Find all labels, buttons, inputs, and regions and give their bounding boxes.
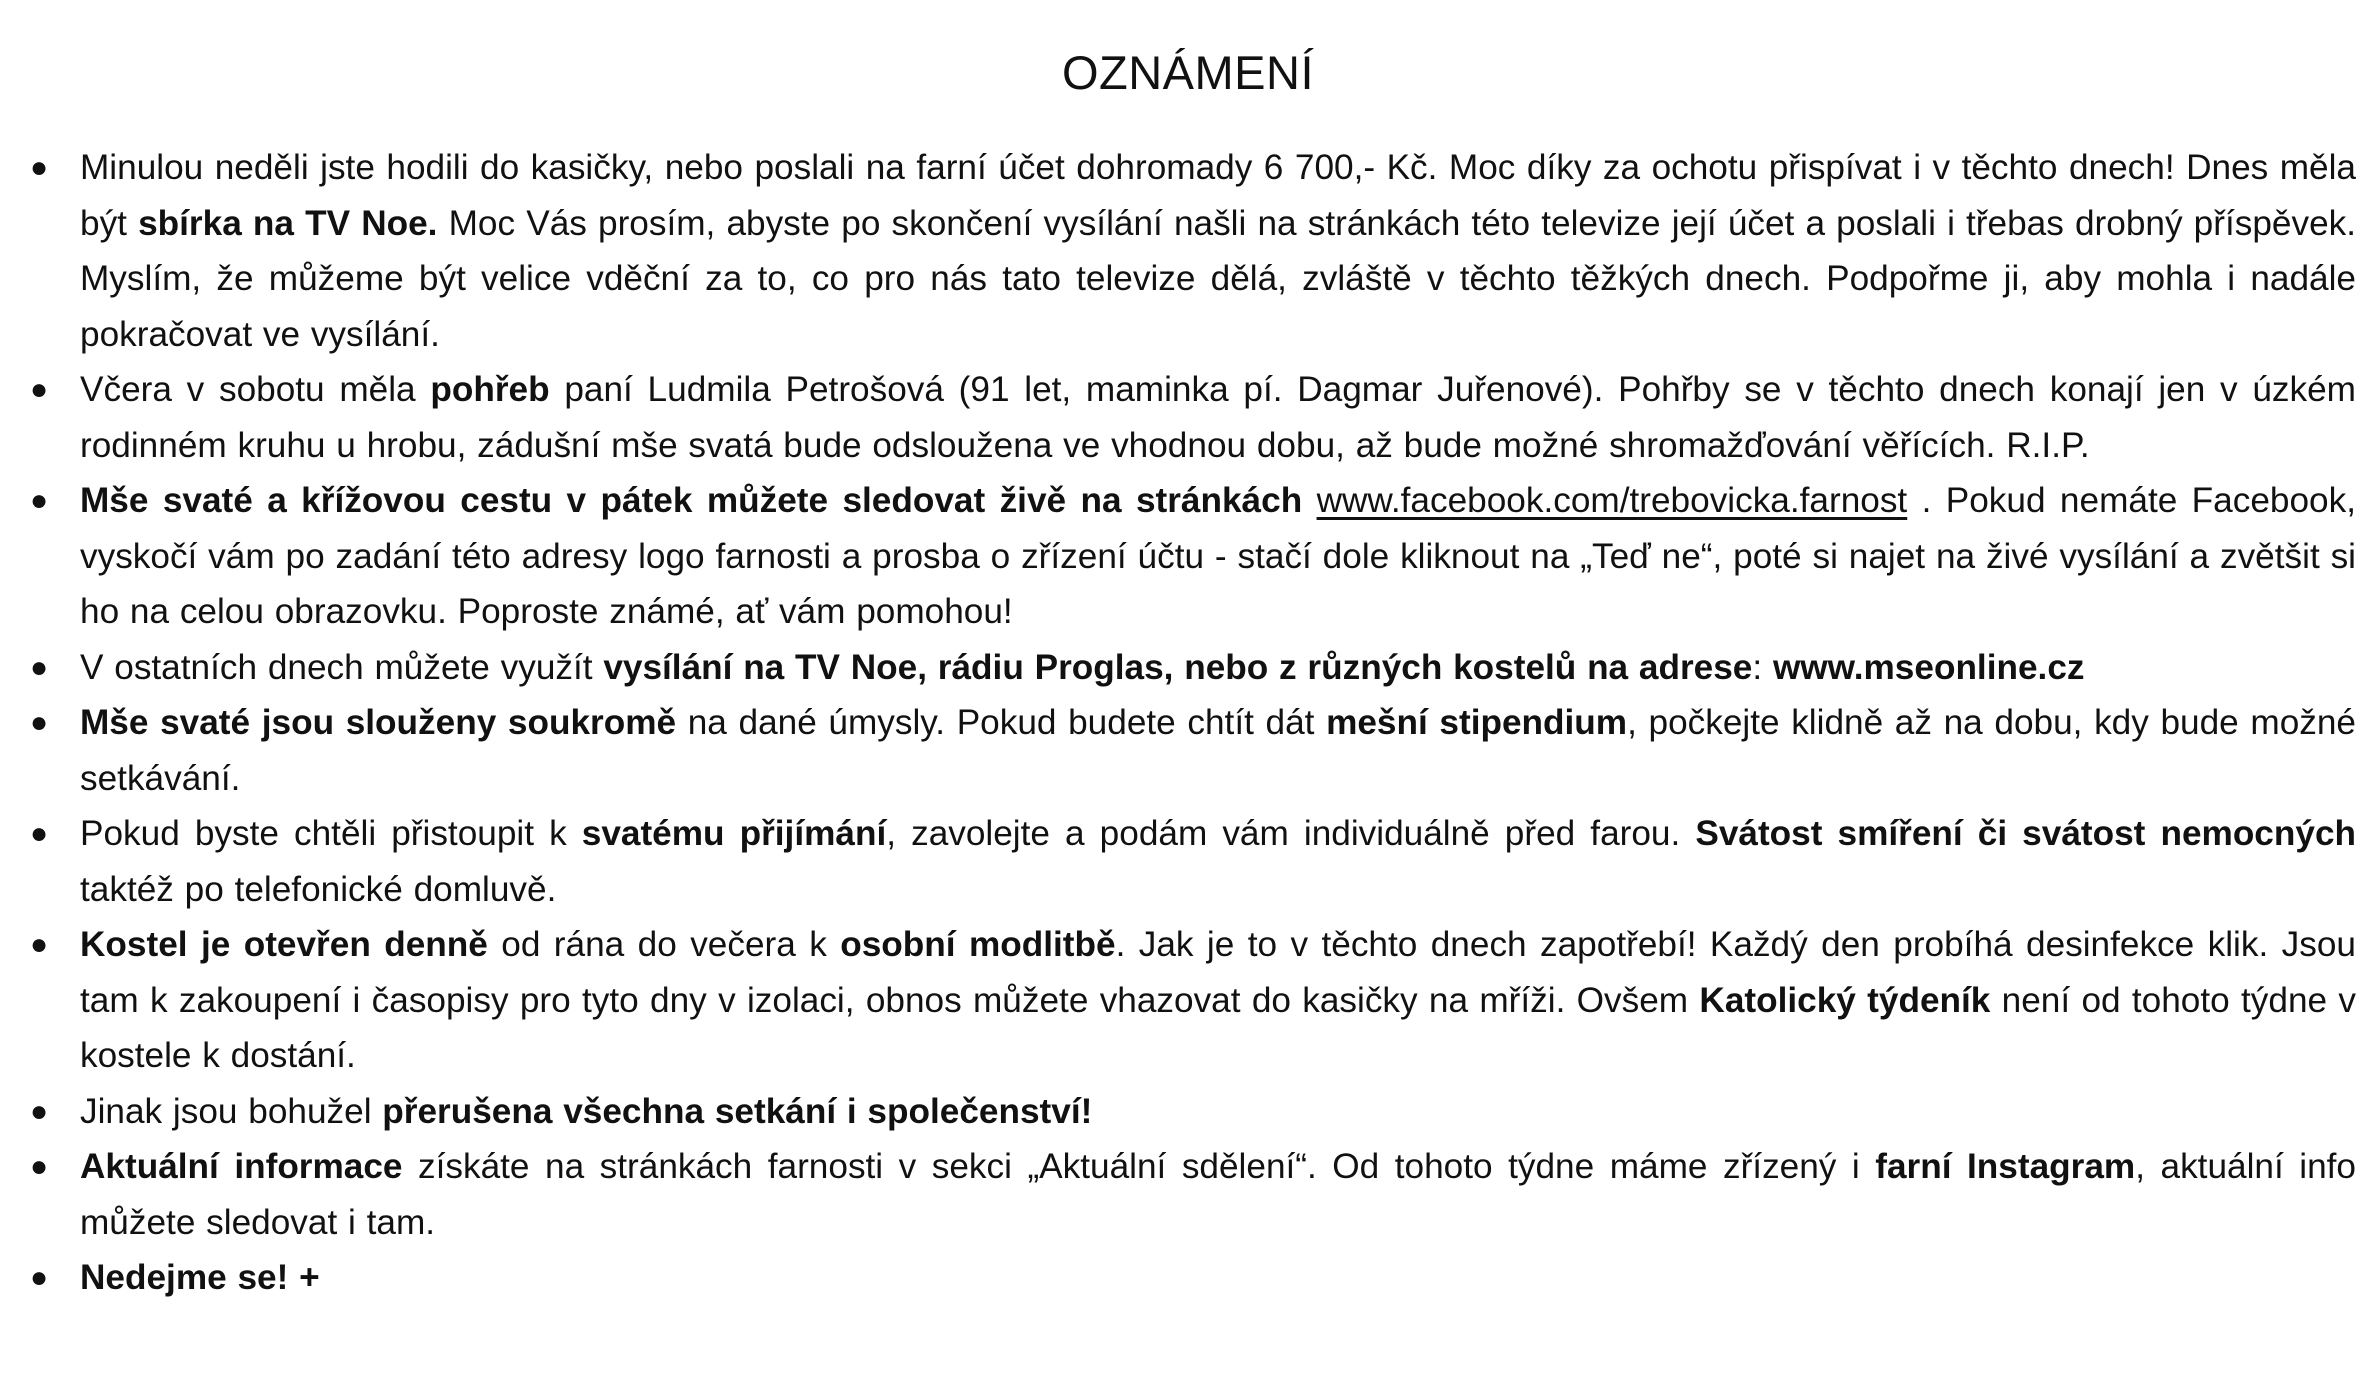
announcement-text: získáte na stránkách farnosti v sekci „Aktuální sdělení“. Od tohoto týdne máme zřízený i [402,1147,1876,1186]
announcement-text: od rána do večera k [487,925,841,964]
emphasized-text: přerušena všechna setkání i společenství! [382,1091,1093,1131]
announcement-text: Minulou neděli jste hodili do kasičky, nebo poslali na farní účet dohromady 6 700,- Kč. Moc díky za ochotu přispívat i v těchto dnech! Dnes měla být [80,148,2356,243]
announcement-text: není od tohoto týdne v kostele k dostání. [80,980,2356,1075]
bullet-icon: ● [29,1261,49,1294]
emphasized-text: pohřeb [430,370,550,409]
bullet-icon: ● [29,928,49,961]
emphasized-text: Mše svaté a křížovou cestu v pátek můžete sledovat živě na stránkách [80,481,1317,520]
announcement-text: Jinak jsou bohužel [80,1091,383,1131]
emphasized-text: Nedejme se! + [80,1258,320,1297]
announcement-text: . Pokud nemáte Facebook, vyskočí vám po zadání této adresy logo farnosti a prosba o zřízení účtu - stačí dole kliknout na „Teď ne“, poté si najet na živé vysílání a zvětšit si ho na celou obrazovku. Poproste známé, ať vám pomohou! [80,481,2356,631]
announcement-text: , zavolejte a podám vám individuálně před farou. [886,814,1696,853]
bullet-icon: ● [29,1094,49,1128]
emphasized-text: Katolický týdeník [1699,980,1991,1020]
announcement-text: V ostatních dnech můžete využít [80,647,604,687]
bullet-icon: ● [29,650,49,684]
announcement-item [29,806,2357,917]
emphasized-text: Aktuální informace [80,1147,403,1186]
facebook-link[interactable]: www.facebook.com/trebovicka.farnost [1316,481,1908,520]
announcement-item [29,362,2356,473]
emphasized-text: osobní modlitbě [840,925,1116,964]
announcement-item [29,140,2357,362]
emphasized-text: Svátost smíření či svátost nemocných [1695,814,2357,853]
bullet-icon: ● [29,817,49,850]
page-title: OZNÁMENÍ [1061,46,1315,99]
emphasized-text: mešní stipendium [1326,703,1628,742]
bullet-icon: ● [29,151,49,184]
announcement-item [29,917,2356,1084]
bullet-icon: ● [29,373,49,406]
announcement-text: Pokud byste chtěli přistoupit k [80,814,582,853]
bullet-icon: ● [29,484,49,517]
announcement-text: . Jak je to v těchto dnech zapotřebí! Každý den probíhá desinfekce klik. Jsou tam k zakoupení i časopisy pro tyto dny v izolaci, obnos můžete vhazovat do kasičky na mříži. Ovšem [80,925,2356,1020]
announcement-item [29,473,2356,640]
announcement-item [29,640,2356,696]
bullet-icon: ● [29,706,49,739]
bullet-icon: ● [29,1150,49,1183]
announcement-text: , počkejte klidně až na dobu, kdy bude možné setkávání. [80,703,2356,798]
announcement-list [29,140,2357,1306]
announcement-item [29,1084,2356,1140]
emphasized-text: www.mseonline.cz [1772,647,2085,687]
emphasized-text: svatému přijímání [581,814,887,853]
announcement-text: : [1752,647,1773,687]
announcement-item [29,1250,2356,1306]
emphasized-text: Mše svaté jsou slouženy soukromě [80,703,677,742]
announcement-text: na dané úmysly. Pokud budete chtít dát [676,703,1327,742]
emphasized-text: sbírka na TV Noe. [138,203,438,243]
emphasized-text: vysílání na TV Noe, rádiu Proglas, nebo z různých kostelů na adrese [603,647,1753,687]
announcement-text: Moc Vás prosím, abyste po skončení vysílání našli na stránkách této televize její účet a poslali i třebas drobný příspěvek. Myslím, že můžeme být velice vděční za to, co pro nás tato televize dělá, zvláště v těchto těžkých dnech. Podpořme ji, aby mohla i nadále pokračovat ve vysílání. [80,203,2357,354]
emphasized-text: farní Instagram [1875,1147,2136,1186]
announcement-item [29,1139,2357,1250]
announcement-text: taktéž po telefonické domluvě. [80,869,557,909]
announcement-text: paní Ludmila Petrošová (91 let, maminka pí. Dagmar Juřenové). Pohřby se v těchto dnech konají jen v úzkém rodinném kruhu u hrobu, zádušní mše svatá bude odsloužena ve vhodnou dobu, až bude možné shromažďování věřících. R.I.P. [80,370,2356,465]
emphasized-text: Kostel je otevřen denně [80,925,488,964]
announcement-text: , aktuální info můžete sledovat i tam. [80,1147,2357,1242]
announcement-item [29,695,2356,806]
announcement-text: Včera v sobotu měla [80,370,431,409]
